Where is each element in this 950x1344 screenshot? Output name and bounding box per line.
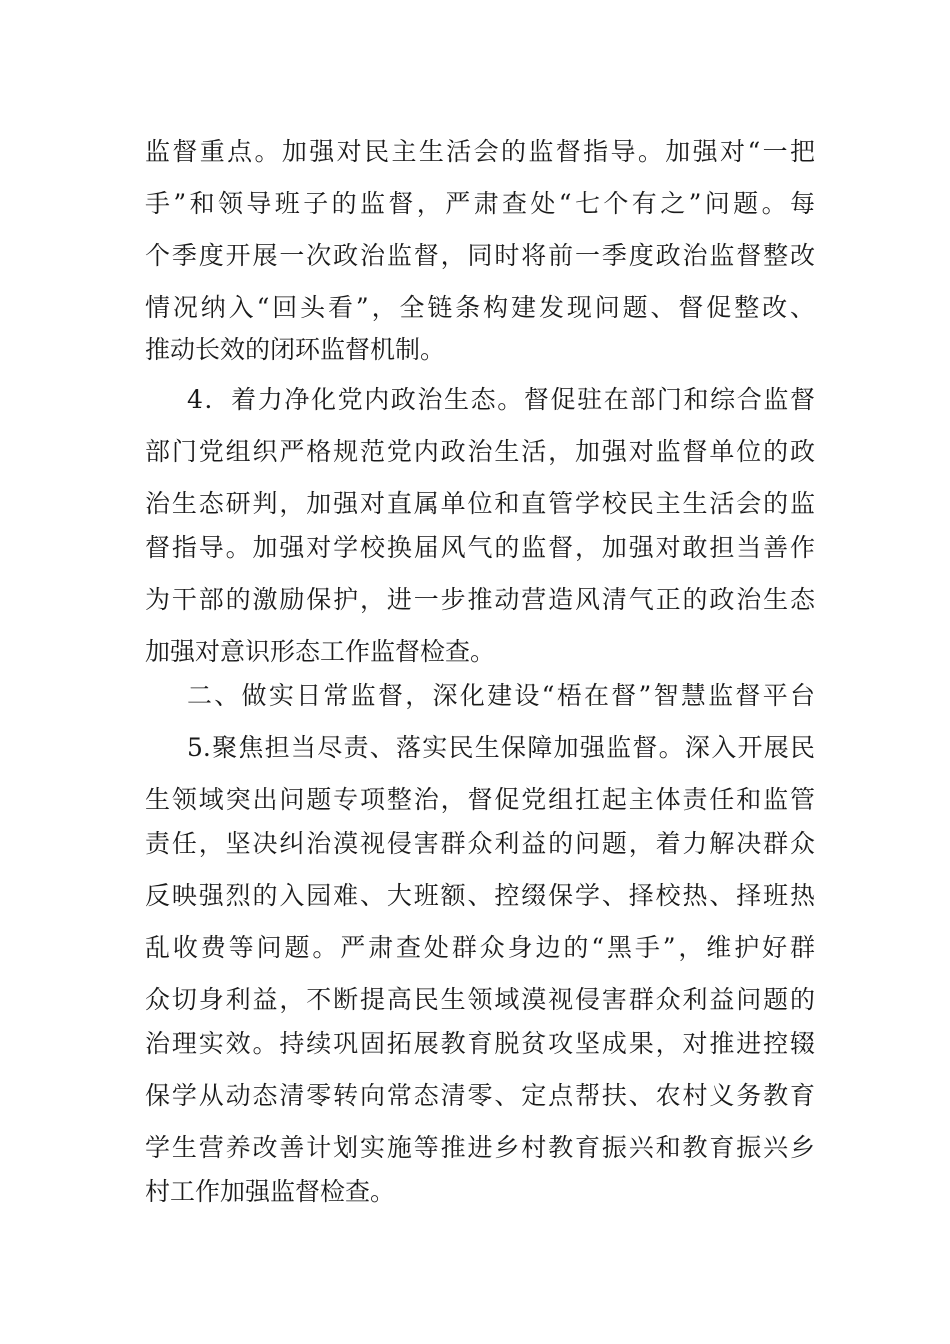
paragraph-line: 保学从动态清零转向常态清零、定点帮扶、农村义务教育: [145, 1081, 815, 1110]
paragraph-line: 乱收费等问题。严肃查处群众身边的“黑手”，维护好群: [145, 933, 815, 962]
chapter-heading-2: 二、做实日常监督，深化建设“梧在督”智慧监督平台: [187, 681, 815, 710]
paragraph-line: 部门党组织严格规范党内政治生活，加强对监督单位的政: [145, 437, 815, 466]
paragraph-line: 反映强烈的入园难、大班额、控缀保学、择校热、择班热: [145, 881, 815, 910]
paragraph-line: 手”和领导班子的监督，严肃查处“七个有之”问题。每: [145, 189, 815, 218]
paragraph-line: 加强对意识形态工作监督检查。: [145, 637, 496, 666]
paragraph-line: 情况纳入“回头看”，全链条构建发现问题、督促整改、: [145, 293, 815, 322]
paragraph-line: 村工作加强监督检查。: [145, 1177, 396, 1206]
paragraph-line: 推动长效的闭环监督机制。: [145, 335, 446, 364]
paragraph-line: 生领域突出问题专项整治，督促党组扛起主体责任和监管: [145, 785, 815, 814]
paragraph-line: 为干部的激励保护，进一步推动营造风清气正的政治生态: [145, 585, 815, 614]
section-heading-5: 5.聚焦担当尽责、落实民生保障加强监督。深入开展民: [187, 733, 815, 762]
paragraph-line: 监督重点。加强对民主生活会的监督指导。加强对“一把: [145, 137, 815, 166]
paragraph-line: 治生态研判，加强对直属单位和直管学校民主生活会的监: [145, 489, 815, 518]
section-heading-4: 4．着力净化党内政治生态。督促驻在部门和综合监督: [187, 385, 815, 414]
paragraph-line: 治理实效。持续巩固拓展教育脱贫攻坚成果，对推进控辍: [145, 1029, 815, 1058]
paragraph-line: 个季度开展一次政治监督，同时将前一季度政治监督整改: [145, 241, 815, 270]
paragraph-line: 督指导。加强对学校换届风气的监督，加强对敢担当善作: [145, 533, 815, 562]
paragraph-line: 学生营养改善计划实施等推进乡村教育振兴和教育振兴乡: [145, 1133, 815, 1162]
paragraph-line: 众切身利益，不断提高民生领域漠视侵害群众利益问题的: [145, 985, 815, 1014]
paragraph-line: 责任，坚决纠治漠视侵害群众利益的问题，着力解决群众: [145, 829, 815, 858]
